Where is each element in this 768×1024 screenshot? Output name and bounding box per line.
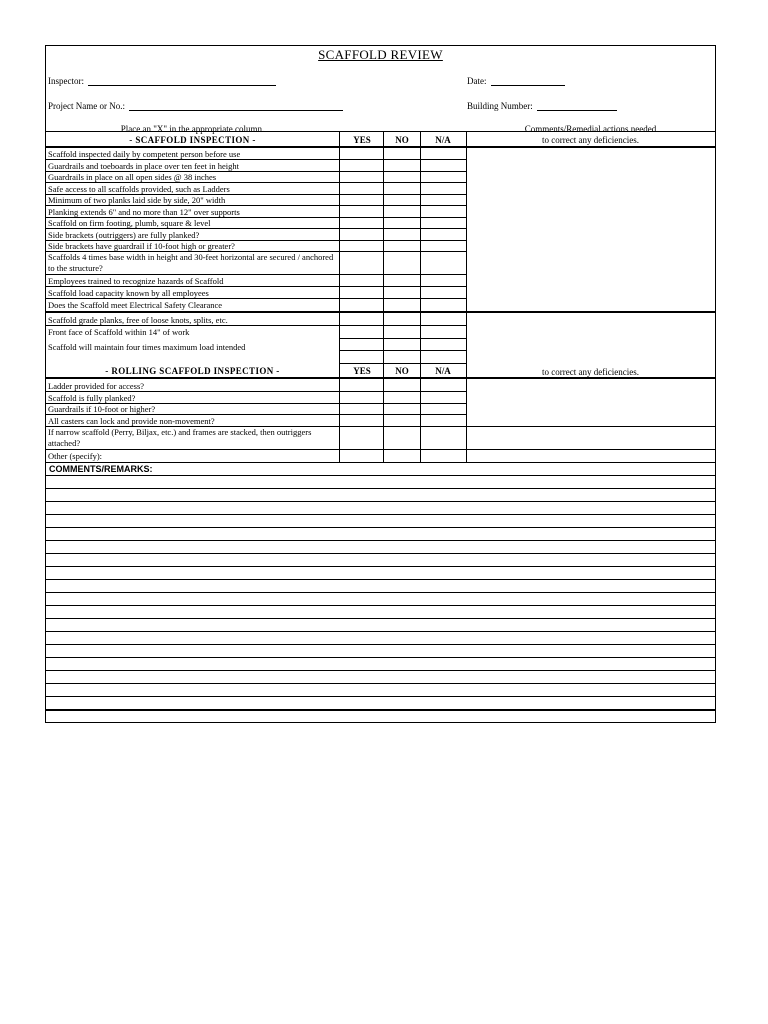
list-item: Scaffolds 4 times base width in height and 30-feet horizontal are secured / anchored to the structure? [48,252,334,273]
list-item: Front face of Scaffold within 14" of work [48,326,190,337]
no-column-cells[interactable] [384,147,420,462]
list-item: Scaffold will maintain four times maximum load intended [48,341,246,352]
project-label: Project Name or No.: [48,101,125,111]
date-label: Date: [467,76,487,86]
col-no-header: NO [395,135,409,145]
col-na-header: N/A [435,135,451,145]
list-item: Guardrails and toeboards in place over ten feet in height [48,160,239,171]
list-item: Guardrails if 10-foot or higher? [48,404,156,414]
col-no-header-2: NO [395,366,409,376]
list-item: Scaffold on firm footing, plumb, square & level [48,218,211,228]
comments-header-line1: Comments/Remedial actions needed [524,124,657,134]
col-yes-header: YES [353,135,371,145]
rolling-scaffold-heading: - ROLLING SCAFFOLD INSPECTION - [105,366,280,376]
inspector-field[interactable] [48,76,276,86]
inspector-line[interactable] [88,76,276,86]
remarks-lines[interactable] [46,476,715,722]
date-field[interactable] [467,76,565,86]
list-item: All casters can lock and provide non-movement? [48,415,215,426]
date-line[interactable] [491,76,565,86]
comments-column-cells[interactable] [467,147,715,462]
scaffold-inspection-heading: - SCAFFOLD INSPECTION - [129,135,256,145]
list-item: Side brackets have guardrail if 10-foot high or greater? [48,241,235,251]
comments-remarks-label: COMMENTS/REMARKS: [49,464,153,474]
list-item: Safe access to all scaffolds provided, such as Ladders [48,183,230,194]
list-item: Scaffold grade planks, free of loose knots, splits, etc. [48,314,228,325]
comments-header-line2: to correct any deficiencies. [542,135,639,145]
comments-header-2: to correct any deficiencies. [542,367,639,377]
instruction-text: Place an "X" in the appropriate column. [120,124,265,134]
project-line[interactable] [129,101,343,111]
list-item: Planking extends 6" and no more than 12" over supports [48,206,240,217]
col-yes-header-2: YES [353,366,371,376]
inspector-label: Inspector: [48,76,84,86]
list-item: Side brackets (outriggers) are fully planked? [48,229,200,240]
list-item: If narrow scaffold (Perry, Biljax, etc.) and frames are stacked, then outriggers attached? [48,427,312,448]
list-item: Scaffold load capacity known by all employees [48,287,209,298]
building-label: Building Number: [467,101,533,111]
list-item: Does the Scaffold meet Electrical Safety Clearance [48,299,223,310]
yes-column-cells[interactable] [340,147,383,462]
list-item: Guardrails in place on all open sides @ 38 inches [48,172,217,182]
list-item: Scaffold is fully planked? [48,392,136,403]
list-item: Other (specify): [48,451,103,461]
list-item: Employees trained to recognize hazards of Scaffold [48,275,224,286]
list-item: Scaffold inspected daily by competent person before use [48,149,241,159]
scaffold-review-form [45,45,716,723]
form-title: SCAFFOLD REVIEW [318,47,443,62]
na-column-cells[interactable] [421,147,466,462]
building-field[interactable] [467,101,617,111]
list-item: Ladder provided for access? [48,381,145,391]
col-na-header-2: N/A [435,366,451,376]
list-item: Minimum of two planks laid side by side, 20" width [48,195,226,205]
building-line[interactable] [537,101,617,111]
project-field[interactable] [48,101,343,111]
